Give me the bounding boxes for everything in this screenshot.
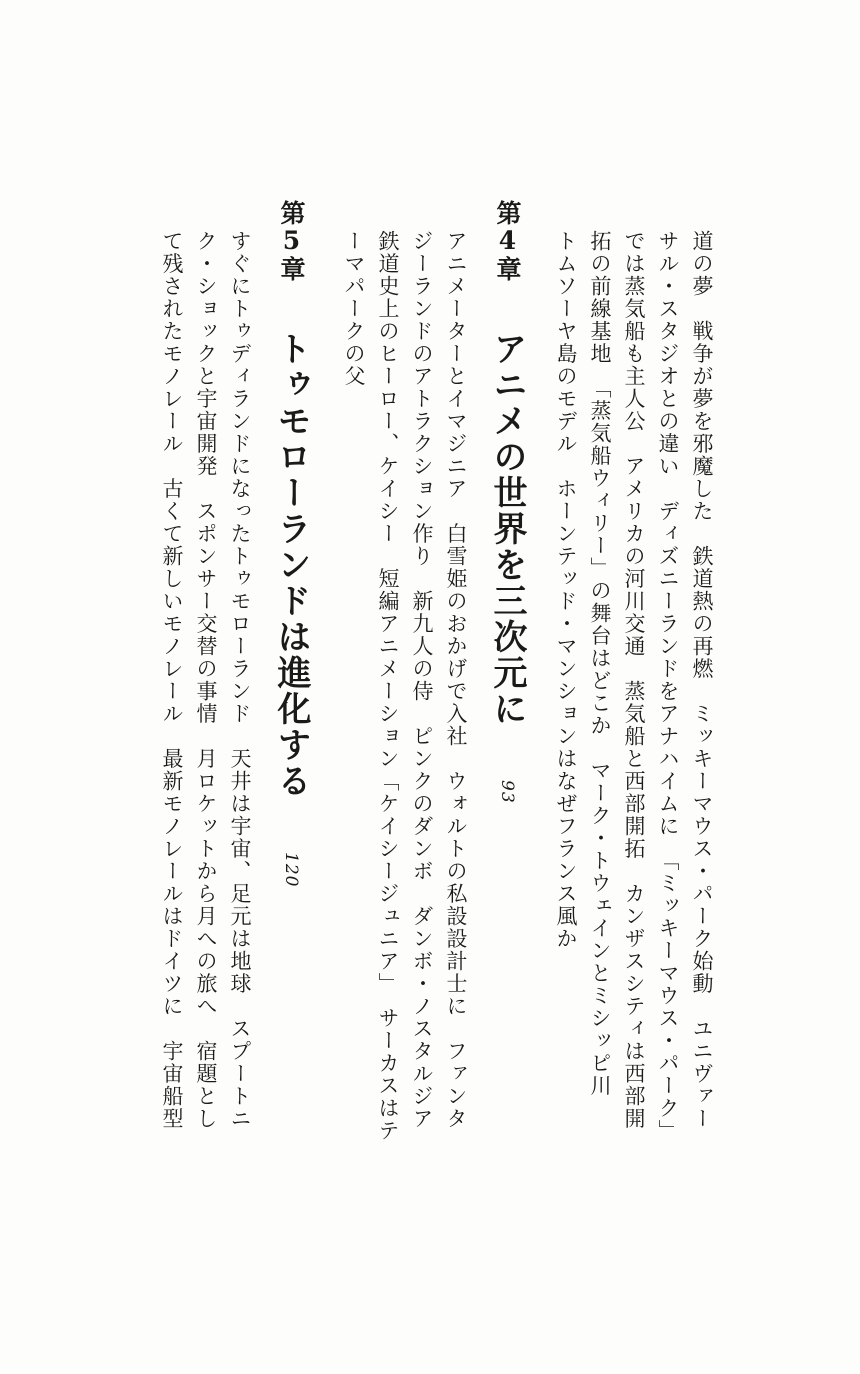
toc-entry-line: では蒸気船も主人公 アメリカの河川交通 蒸気船と西部開拓 カンザスシティは西部開 <box>622 230 646 1130</box>
chapter-title: アニメの世界を三次元に <box>487 331 527 727</box>
chapter-number: 第4章 <box>493 200 522 282</box>
toc-entry-line: ク・ショックと宇宙開発 スポンサー交替の事情 月ロケットから月への旅へ 宿題とし <box>194 230 218 1130</box>
toc-entry-line: すぐにトゥディランドになったトゥモローランド 天井は宇宙、足元は地球 スプートニ <box>228 230 252 1130</box>
toc-entry-line: 鉄道史上のヒーロー、ケイシー 短編アニメーション「ケイシージュニア」 サーカスはテ <box>376 230 400 1142</box>
chapter-heading <box>484 200 527 804</box>
toc-entry-line: 拓の前線基地 「蒸気船ウィリー」の舞台はどこか マーク・トウェインとミシッピ川 <box>588 230 612 1097</box>
chapter-page-number: 120 <box>281 852 301 888</box>
toc-entry-line: ーマパークの父 <box>342 230 366 388</box>
chapter-heading <box>268 200 311 888</box>
toc-entry-line: 道の夢 戦争が夢を邪魔した 鉄道熱の再燃 ミッキーマウス・パーク始動 ユニヴァー <box>690 230 714 1130</box>
chapter-page-number: 93 <box>497 780 517 804</box>
chapter-title: トゥモローランドは進化する <box>271 331 311 799</box>
toc-entry-line: サル・スタジオとの違い ディズニーランドをアナハイムに 「ミッキーマウス・パーク」 <box>656 230 680 1142</box>
toc-entry-line: て残されたモノレール 古くて新しいモノレール 最新モノレールはドイツに 宇宙船型 <box>160 230 184 1130</box>
chapter-number: 第5章 <box>277 200 306 282</box>
toc-entry-line: ジーランドのアトラクション作り 新九人の侍 ピンクのダンボ ダンボ・ノスタルジア <box>410 230 434 1130</box>
toc-entry-line: アニメーターとイマジニア 白雪姫のおかげで入社 ウォルトの私設設計士に ファンタ <box>444 230 468 1130</box>
toc-entry-line: トムソーヤ島のモデル ホーンテッド・マンションはなぜフランス風か <box>554 230 578 950</box>
